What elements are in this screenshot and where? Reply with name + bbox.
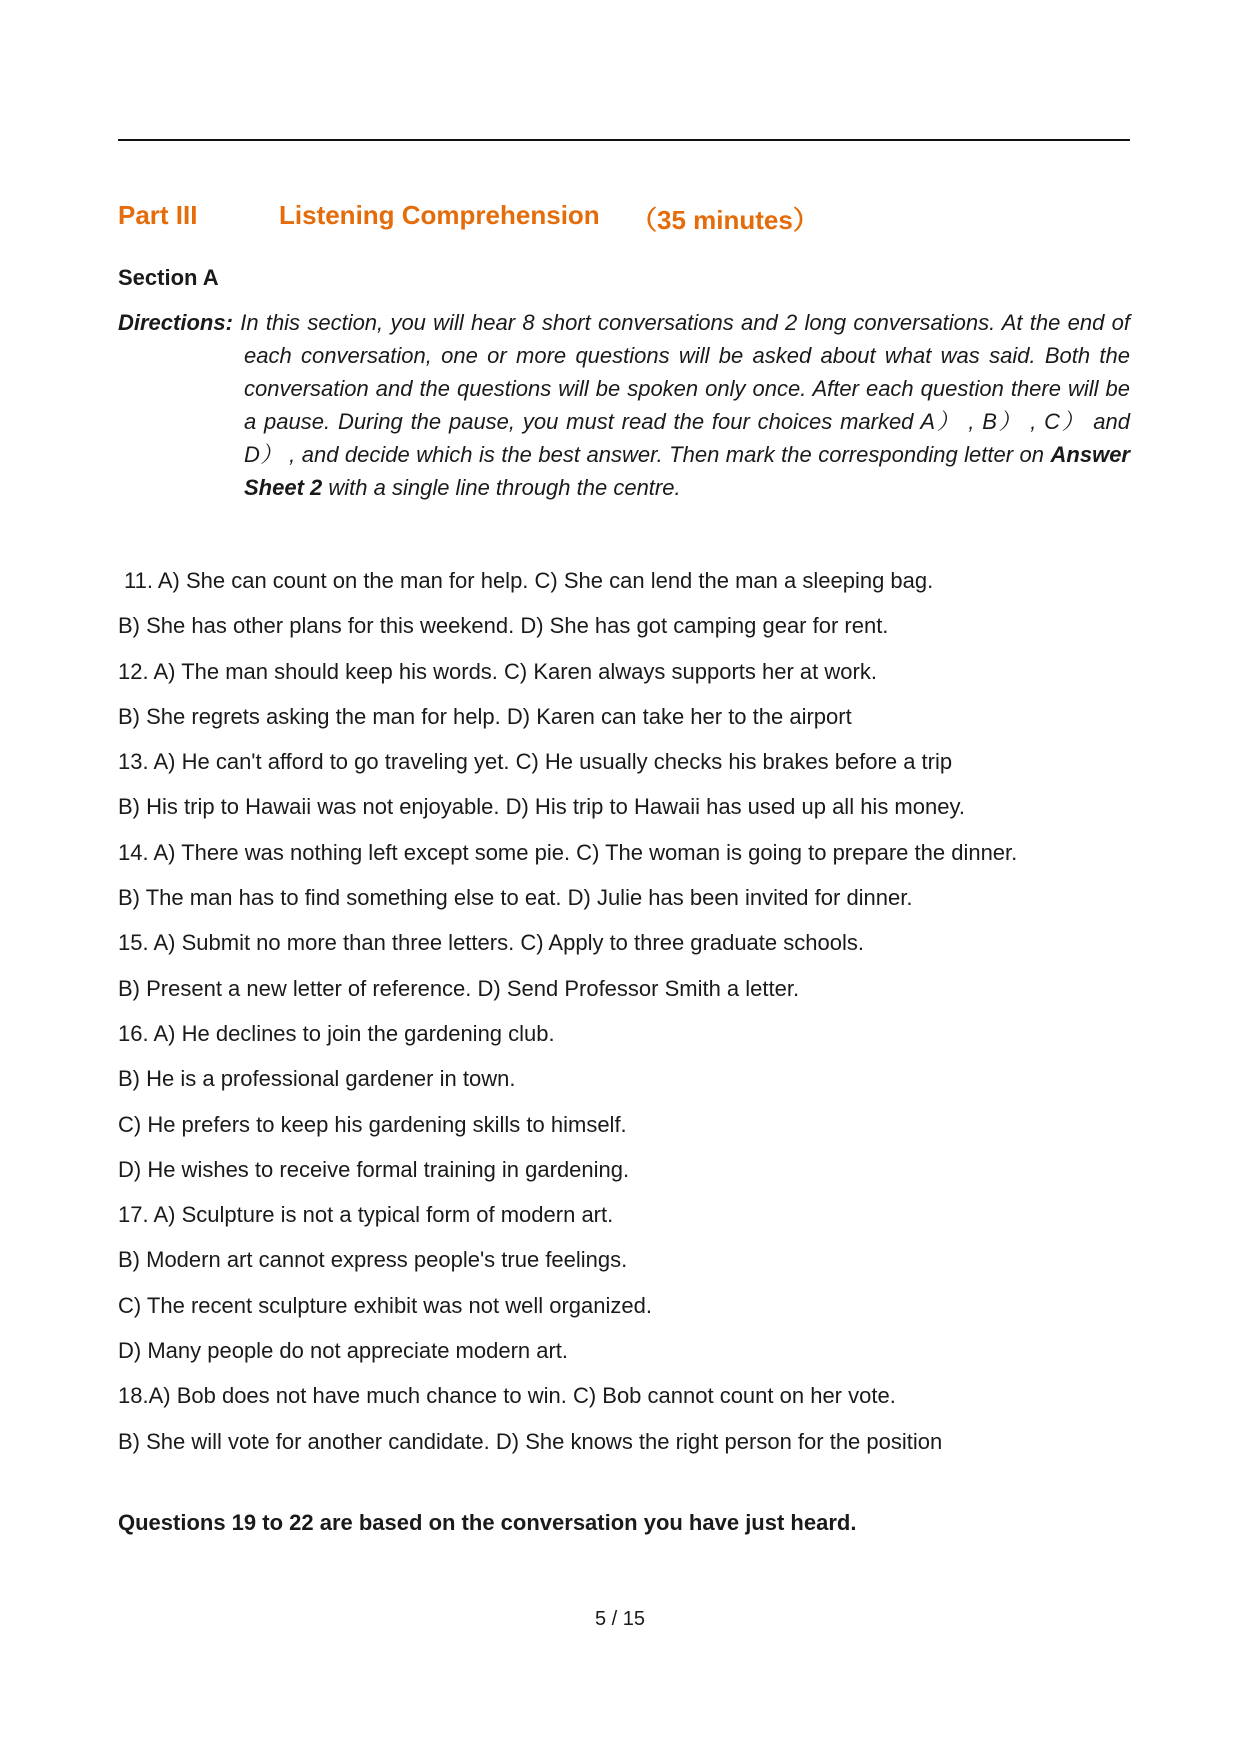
directions-label: Directions: (118, 310, 233, 335)
question-line: B) She has other plans for this weekend. D) She has got camping gear for rent. (118, 613, 889, 639)
closing-instruction: Questions 19 to 22 are based on the conversation you have just heard. (118, 1510, 857, 1535)
answer-sheet-reference: Answer Sheet 2 (244, 442, 1130, 500)
part-title: Listening Comprehension (279, 200, 600, 230)
question-line: 11. A) She can count on the man for help. C) She can lend the man a sleeping bag. (124, 568, 934, 593)
question-line: C) The recent sculpture exhibit was not well organized. (118, 1292, 652, 1318)
header-rule (118, 139, 1130, 141)
question-list (118, 558, 1130, 1464)
directions-paragraph (118, 306, 1130, 504)
directions-text-after: with a single line through the centre. (322, 475, 681, 500)
section-label: Section A (118, 265, 219, 290)
question-line: D) He wishes to receive formal training in gardening. (118, 1156, 630, 1182)
directions-text-before: In this section, you will hear 8 short conversations and 2 long conversations. At the end of each conversation, one or more questions will be asked about what was said. Both the conversation and the questions will be spoken only once. After each question there will be a pause. During the pause, you must read the four choices marked A） , B） , C） and D） , and decide which is the best answer. Then mark the corresponding letter on (232, 310, 1130, 467)
question-line: 15. A) Submit no more than three letters. C) Apply to three graduate schools. (118, 930, 864, 956)
part-time-limit: （35 minutes） (631, 205, 819, 235)
question-line: B) Modern art cannot express people's true feelings. (118, 1247, 628, 1273)
question-line: C) He prefers to keep his gardening skills to himself. (118, 1111, 627, 1137)
question-line: B) She will vote for another candidate. D) She knows the right person for the position (118, 1428, 943, 1454)
question-line: 13. A) He can't afford to go traveling yet. C) He usually checks his brakes before a trip (118, 749, 953, 775)
question-line: B) His trip to Hawaii was not enjoyable. D) His trip to Hawaii has used up all his money. (118, 794, 965, 820)
question-line: 17. A) Sculpture is not a typical form of modern art. (118, 1202, 614, 1228)
question-line: D) Many people do not appreciate modern art. (118, 1338, 569, 1364)
question-line: B) Present a new letter of reference. D) Send Professor Smith a letter. (118, 975, 800, 1001)
question-line: B) He is a professional gardener in town. (118, 1066, 516, 1092)
question-line: 16. A) He declines to join the gardening club. (118, 1020, 555, 1046)
question-line: B) The man has to find something else to eat. D) Julie has been invited for dinner. (118, 885, 913, 911)
part-number: Part III (118, 200, 198, 230)
question-line: 18.A) Bob does not have much chance to win. C) Bob cannot count on her vote. (118, 1383, 896, 1409)
question-line: 14. A) There was nothing left except some pie. C) The woman is going to prepare the dinner. (118, 839, 1018, 865)
question-line: B) She regrets asking the man for help. D) Karen can take her to the airport (118, 703, 852, 729)
page-number: 5 / 15 (594, 1608, 646, 1630)
question-line: 12. A) The man should keep his words. C) Karen always supports her at work. (118, 658, 877, 684)
